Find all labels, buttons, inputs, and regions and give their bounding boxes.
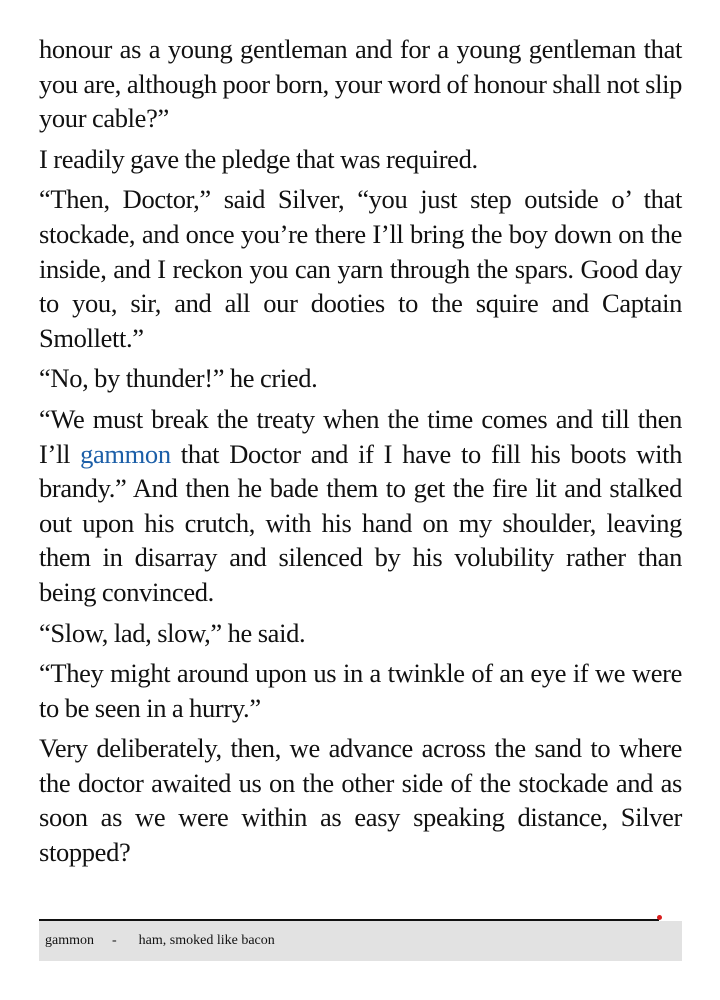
paragraph-4: “No, by thunder!” he cried. xyxy=(39,363,318,394)
page-body xyxy=(39,32,682,876)
paragraph-5-before: “We must break the treaty when the time comes and till then I’ll xyxy=(39,403,682,469)
footnote-box xyxy=(39,921,682,961)
marker-dot-icon xyxy=(657,915,662,920)
footnote-definition: ham, smoked like bacon xyxy=(138,933,275,948)
footnote-separator: - xyxy=(112,933,117,948)
gammon-link[interactable]: gammon xyxy=(80,438,171,469)
paragraph-7: “They might around upon us in a twinkle of an eye if we were to be seen in a hurry.” xyxy=(39,658,682,723)
paragraph-3: “Then, Doctor,” said Silver, “you just step outside o’ that stockade, and once you’re there I’ll bring the boy down on the inside, and I reckon you can yarn through the spars. Good day to you, sir, and all our dooties to the squire and Captain Smollett.” xyxy=(39,184,682,353)
paragraph-5-after: that Doctor and if I have to fill his boots with brandy.” And then he bade them to get the fire lit and stalked out upon his crutch, with his hand on my shoulder, leaving them in disarray and silenced by his volubility rather than being convinced. xyxy=(39,438,683,607)
paragraph-2: I readily gave the pledge that was required. xyxy=(39,143,478,174)
paragraph-6: “Slow, lad, slow,” he said. xyxy=(39,617,306,648)
footnote-area xyxy=(39,919,682,961)
paragraph-8: Very deliberately, then, we advance across the sand to where the doctor awaited us on the other side of the stockade and as soon as we were within as easy speaking distance, Silver stopped? xyxy=(39,733,682,868)
paragraph-1: honour as a young gentleman and for a young gentleman that you are, although poor born, your word of honour shall not slip your cable?” xyxy=(39,34,682,134)
footnote-term: gammon xyxy=(45,933,94,948)
paragraph-5 xyxy=(39,402,682,610)
footnote-divider xyxy=(39,919,659,921)
